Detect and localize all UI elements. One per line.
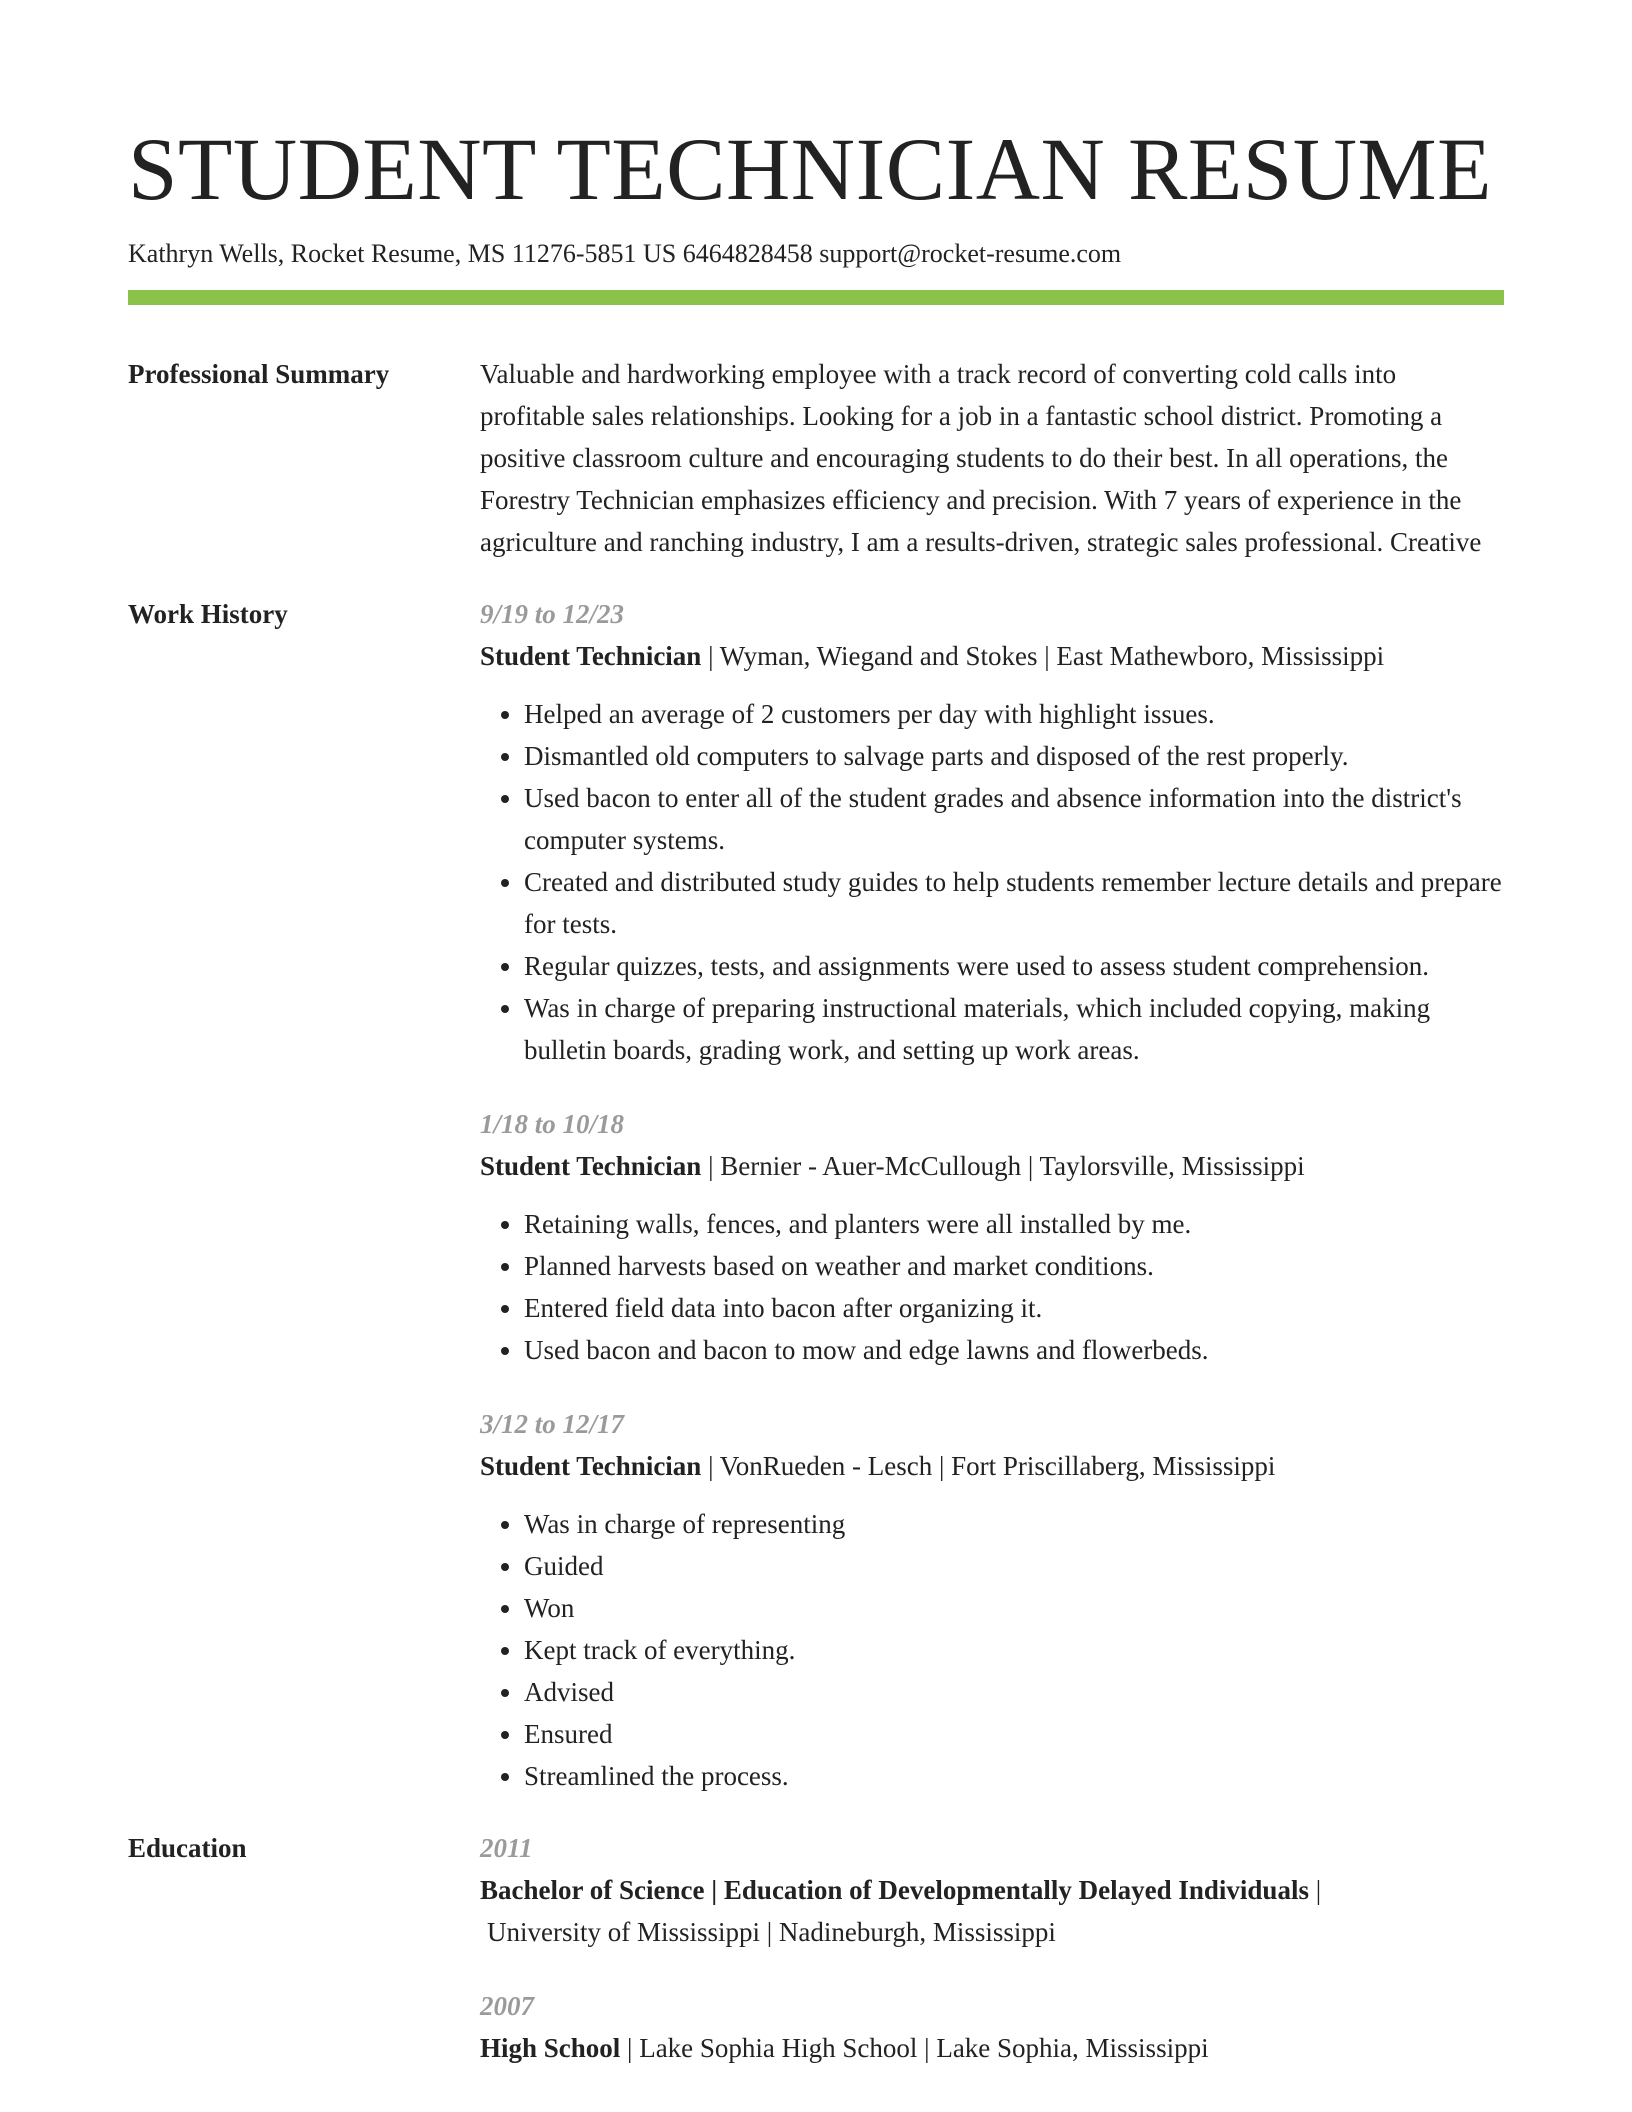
job-duties-list (480, 1203, 1504, 1371)
job-dates: 9/19 to 12/23 (480, 599, 625, 629)
education-degree-line (480, 1869, 1504, 1911)
duty-item: • Created and distributed study guides to help students remember lecture details and prepare for tests. (524, 861, 1504, 945)
job-heading (480, 635, 1504, 677)
job-duties-list (480, 1503, 1504, 1797)
summary-text: Valuable and hardworking employee with a track record of converting cold calls into profitable sales relationships. Looking for a job in a fantastic school district. Promoting a positive classroom culture and encouraging students to do their best. In all operations, the Forestry Technician emphasizes efficiency and precision. With 7 years of experience in the agriculture and ranching industry, I am a results-driven, strategic sales professional. Creative (480, 359, 1482, 557)
education-section (128, 1827, 1504, 2069)
education-entry (480, 1985, 1504, 2069)
education-year: 2011 (480, 1833, 533, 1863)
job-duties-list (480, 693, 1504, 1071)
resume-title: STUDENT TECHNICIAN RESUME (128, 121, 1493, 219)
duty-item: • Advised (524, 1671, 1504, 1713)
job-heading (480, 1445, 1504, 1487)
job-entry (480, 1403, 1504, 1797)
work-history-section (128, 593, 1504, 1797)
contact-line: Kathryn Wells, Rocket Resume, MS 11276-5851 US 6464828458 support@rocket-resume.com (128, 239, 1122, 268)
professional-summary-section (128, 353, 1504, 563)
job-employer-location: | Bernier - Auer-McCullough | Taylorsville, Mississippi (701, 1151, 1305, 1181)
section-label-education: Education (128, 1833, 247, 1863)
job-entry (480, 593, 1504, 1071)
job-title: Student Technician (480, 641, 702, 671)
degree-separator: | (1308, 1875, 1322, 1905)
degree-title: High School (480, 2033, 621, 2063)
section-label-work-history: Work History (128, 599, 288, 629)
duty-item: • Regular quizzes, tests, and assignments were used to assess student comprehension. (524, 945, 1504, 987)
job-title: Student Technician (480, 1451, 702, 1481)
education-school-location: University of Mississippi | Nadineburgh, Mississippi (487, 1917, 1056, 1947)
accent-divider (128, 290, 1504, 305)
duty-item: • Guided (524, 1545, 1504, 1587)
duty-item: • Ensured (524, 1713, 1504, 1755)
job-dates: 3/12 to 12/17 (480, 1409, 625, 1439)
job-title: Student Technician (480, 1151, 702, 1181)
degree-title: Bachelor of Science | Education of Developmentally Delayed Individuals (480, 1875, 1309, 1905)
duty-item: • Streamlined the process. (524, 1755, 1504, 1797)
education-year: 2007 (480, 1991, 534, 2021)
job-employer-location: | VonRueden - Lesch | Fort Priscillaberg, Mississippi (701, 1451, 1276, 1481)
duty-item: • Won (524, 1587, 1504, 1629)
education-degree-line (480, 2027, 1504, 2069)
job-employer-location: | Wyman, Wiegand and Stokes | East Mathewboro, Mississippi (701, 641, 1385, 671)
duty-item: • Used bacon and bacon to mow and edge lawns and flowerbeds. (524, 1329, 1504, 1371)
job-heading (480, 1145, 1504, 1187)
duty-item: • Dismantled old computers to salvage parts and disposed of the rest properly. (524, 735, 1504, 777)
section-label-summary: Professional Summary (128, 359, 390, 389)
resume-page (128, 118, 1504, 2069)
job-dates: 1/18 to 10/18 (480, 1109, 625, 1139)
job-entry (480, 1103, 1504, 1371)
duty-item: • Kept track of everything. (524, 1629, 1504, 1671)
education-school-location: | Lake Sophia High School | Lake Sophia, Mississippi (620, 2033, 1209, 2063)
duty-item: • Entered field data into bacon after organizing it. (524, 1287, 1504, 1329)
duty-item: • Was in charge of representing (524, 1503, 1504, 1545)
education-body (480, 1827, 1504, 2069)
duty-item: • Helped an average of 2 customers per day with highlight issues. (524, 693, 1504, 735)
duty-item: • Retaining walls, fences, and planters were all installed by me. (524, 1203, 1504, 1245)
education-entry (480, 1827, 1504, 1953)
duty-item: • Planned harvests based on weather and market conditions. (524, 1245, 1504, 1287)
work-history-body (480, 593, 1504, 1797)
duty-item: • Was in charge of preparing instructional materials, which included copying, making bulletin boards, grading work, and setting up work areas. (524, 987, 1504, 1071)
duty-item: • Used bacon to enter all of the student grades and absence information into the district's computer systems. (524, 777, 1504, 861)
